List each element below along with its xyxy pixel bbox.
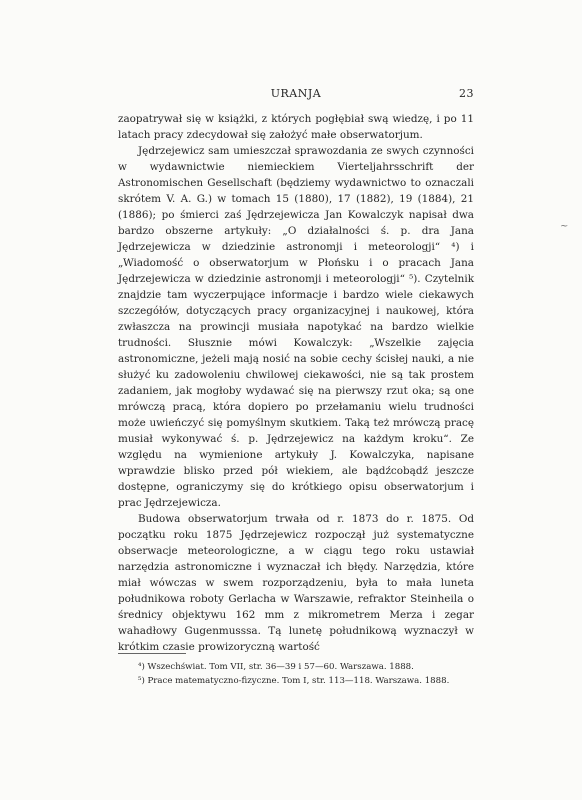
footnote: ⁵) Prace matematyczno-fizyczne. Tom I, str. 113—118. Warszawa. 1888. xyxy=(138,675,450,686)
paragraph: zaopatrywał się w książki, z których pogłębiał swą wiedzę, i po 11 latach pracy zdecydował się założyć małe obserwatorjum. xyxy=(118,113,474,141)
margin-mark: ~ xyxy=(560,221,569,232)
running-title: URANJA xyxy=(270,87,322,100)
paragraph: Jędrzejewicz sam umieszczał sprawozdania ze swych czynności w wydawnictwie niemieckiem Vierteljahrsschrift der Astronomischen Gesellschaft (będziemy wydawnictwo to oznaczali skrótem V. A. G.) w tomach 15 (1880), 17 (1882), 19 (1884), 21 (1886); po śmierci zaś Jędrzejewicza Jan Kowalczyk napisał dwa bardzo obszerne artykuły: „O działalności ś. p. dra Jana Jędrzejewicza w dziedzinie astronomji i meteorologji“ ⁴) i „Wiadomość o obserwatorjum w Płońsku i o pracach Jana Jędrzejewicza w dziedzinie astronomji i meteorologji“ ⁵). Czytelnik znajdzie tam wyczerpujące informacje i bardzo wiele ciekawych szczegółów, dotyczących pracy organizacyjnej i naukowej, która zwłaszcza na prowincji musiała napotykać na bardzo wielkie trudności. Słusznie mówi Kowalczyk: „Wszelkie zajęcia astronomiczne, jeżeli mają nosić na sobie cechy ścisłej nauki, a nie służyć ku zadowoleniu chwilowej ciekawości, nie są tak prostem zadaniem, jak mogłoby wydawać się na pierwszy rzut oka; są one mrówczą pracą, która dopiero po przełamaniu wielu trudności może uwieńczyć się pomyślnym skutkiem. Taką też mrówczą pracę musiał wykonywać ś. p. Jędrzejewicz na każdym kroku“. Ze względu na wymienione artykuły J. Kowalczyka, napisane wprawdzie blisko przed pół wiekiem, ale bądźcobądź jeszcze dostępne, ograniczymy się do krótkiego opisu obserwatorjum i prac Jędrzejewicza. xyxy=(118,145,474,509)
footnote-rule xyxy=(118,653,186,654)
footnote: ⁴) Wszechświat. Tom VII, str. 36—39 i 57—60. Warszawa. 1888. xyxy=(138,662,414,672)
running-head xyxy=(118,87,474,103)
body-text xyxy=(118,111,474,655)
paragraph: Budowa obserwatorjum trwała od r. 1873 do r. 1875. Od początku roku 1875 Jędrzejewicz rozpoczął już systematyczne obserwacje meteorologiczne, a w ciągu tego roku ustawiał narzędzia astronomiczne i wyznaczał ich błędy. Narzędzia, które miał wówczas w swem rozporządzeniu, była to mała luneta południkowa roboty Gerlacha w Warszawie, refraktor Steinheila o średnicy objektywu 162 mm z mikrometrem Merza i zegar wahadłowy Gugenmusssa. Tą lunetę południkową wyznaczył w krótkim czasie prowizoryczną wartość xyxy=(118,513,474,653)
page-number: 23 xyxy=(459,87,474,100)
footnotes xyxy=(118,661,474,688)
